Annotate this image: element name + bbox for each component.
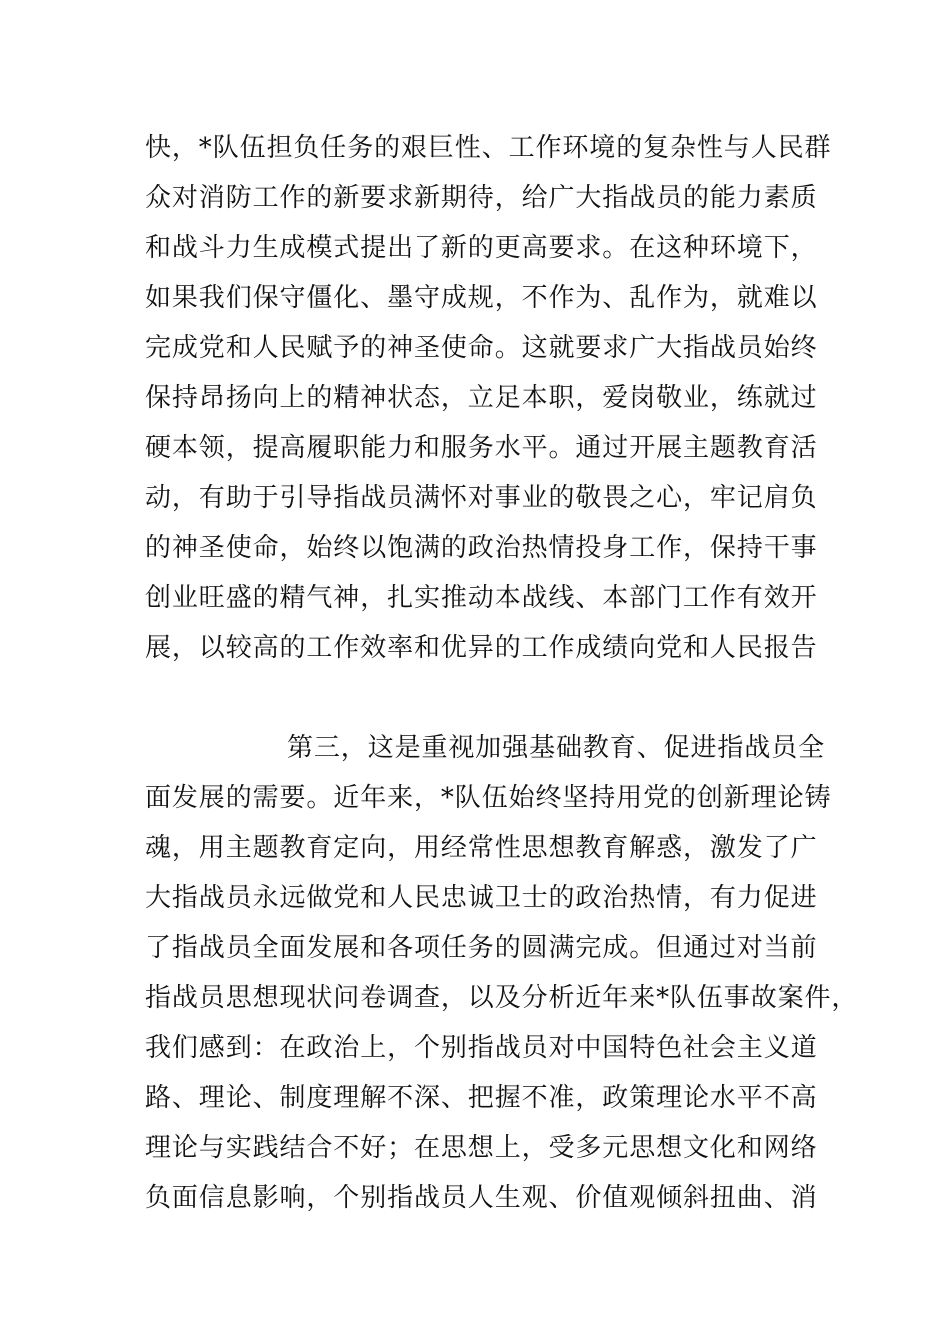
paragraph-1-line-11: 展，以较高的工作效率和优异的工作成绩向党和人民报告 [145, 633, 818, 663]
paragraph-1-line-4: 如果我们保守僵化、墨守成规，不作为、乱作为，就难以 [145, 283, 818, 313]
paragraph-2-line-9: 理论与实践结合不好；在思想上，受多元思想文化和网络 [145, 1133, 818, 1163]
paragraph-2-line-6: 指战员思想现状问卷调查，以及分析近年来*队伍事故案件， [145, 983, 859, 1013]
paragraph-2-line-10: 负面信息影响，个别指战员人生观、价值观倾斜扭曲、消 [145, 1183, 818, 1213]
paragraph-2-line-4: 大指战员永远做党和人民忠诚卫士的政治热情，有力促进 [145, 883, 818, 913]
paragraph-2-line-5: 了指战员全面发展和各项任务的圆满完成。但通过对当前 [145, 933, 818, 963]
paragraph-1-line-9: 的神圣使命，始终以饱满的政治热情投身工作，保持干事 [145, 533, 818, 563]
paragraph-1-line-1: 快，*队伍担负任务的艰巨性、工作环境的复杂性与人民群 [145, 133, 832, 163]
paragraph-1-line-6: 保持昂扬向上的精神状态，立足本职，爱岗敬业，练就过 [145, 383, 818, 413]
paragraph-1-line-8: 动，有助于引导指战员满怀对事业的敬畏之心，牢记肩负 [145, 483, 818, 513]
paragraph-1-line-7: 硬本领，提高履职能力和服务水平。通过开展主题教育活 [145, 433, 818, 463]
paragraph-1-line-2: 众对消防工作的新要求新期待，给广大指战员的能力素质 [145, 183, 818, 213]
paragraph-1-line-5: 完成党和人民赋予的神圣使命。这就要求广大指战员始终 [145, 333, 818, 363]
paragraph-2-line-2: 面发展的需要。近年来，*队伍始终坚持用党的创新理论铸 [145, 783, 832, 813]
paragraph-2-line-7: 我们感到：在政治上，个别指战员对中国特色社会主义道 [145, 1033, 818, 1063]
paragraph-2-line-8: 路、理论、制度理解不深、把握不准，政策理论水平不高 [145, 1083, 818, 1113]
paragraph-2-line-3: 魂，用主题教育定向，用经常性思想教育解惑，激发了广 [145, 833, 818, 863]
paragraph-2-line-1: 第三，这是重视加强基础教育、促进指战员全 [287, 733, 826, 763]
paragraph-1-line-10: 创业旺盛的精气神，扎实推动本战线、本部门工作有效开 [145, 583, 818, 613]
paragraph-1-line-3: 和战斗力生成模式提出了新的更高要求。在这种环境下， [145, 233, 818, 263]
